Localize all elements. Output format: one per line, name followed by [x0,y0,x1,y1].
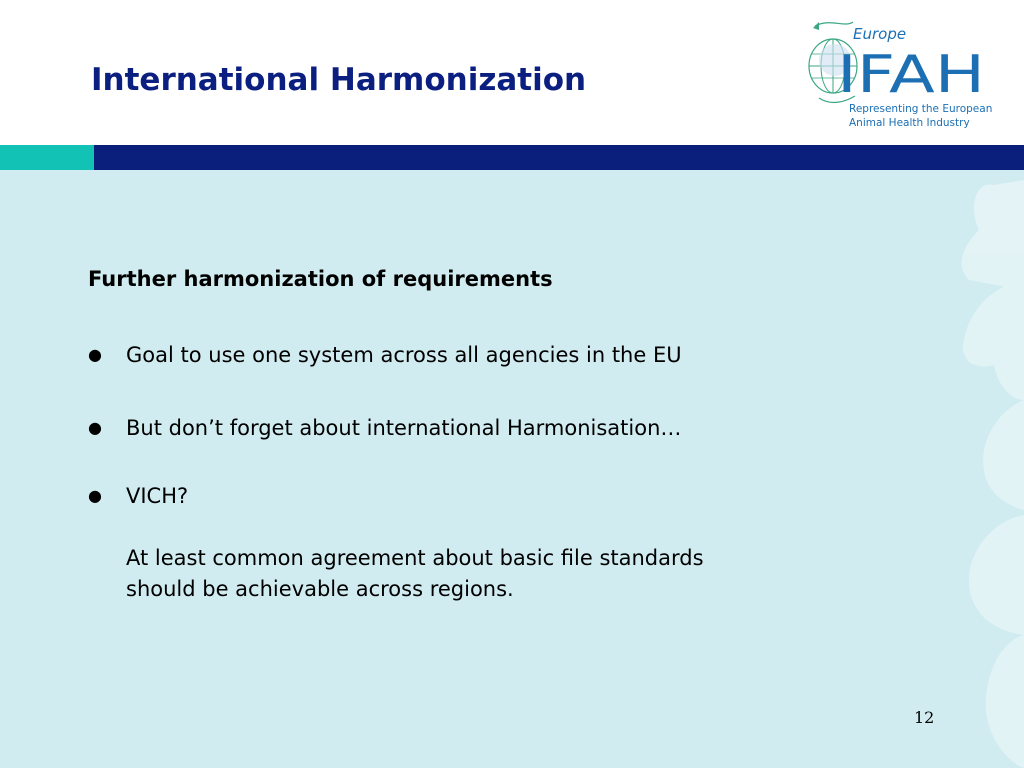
chicken-silhouette [962,180,1024,290]
bullet-text: Goal to use one system across all agencies in the EU [126,343,682,367]
bullet-text: But don’t forget about international Harmonisation… [126,416,682,440]
page-number: 12 [914,708,935,727]
logo-name: IFAH [837,45,985,105]
bullet-paragraph [126,543,866,605]
slide-header [0,0,1024,145]
paragraph-line-2: should be achievable across regions. [126,577,514,601]
logo-region: Europe [853,25,907,43]
logo-tagline-1: Representing the European [849,103,993,115]
bullet-dot-icon: ● [88,345,102,364]
animal-silhouettes-decoration [874,170,1024,768]
dog-silhouette [983,400,1024,510]
slide-content [0,170,1024,768]
paragraph-line-1: At least common agreement about basic file standards [126,546,704,570]
bullet-dot-icon: ● [88,418,102,437]
slide-subtitle: Further harmonization of requirements [88,267,553,291]
bullet-dot-icon: ● [88,486,102,505]
bullet-text: VICH? [126,484,189,508]
header-band-teal [0,145,94,170]
horse-silhouette [986,635,1024,768]
lion-silhouette [969,515,1024,635]
header-band-navy [94,145,1024,170]
ifah-logo [805,18,1005,133]
slide-title: International Harmonization [91,62,587,98]
logo-tagline-2: Animal Health Industry [849,117,970,129]
cow-silhouette [963,280,1024,400]
